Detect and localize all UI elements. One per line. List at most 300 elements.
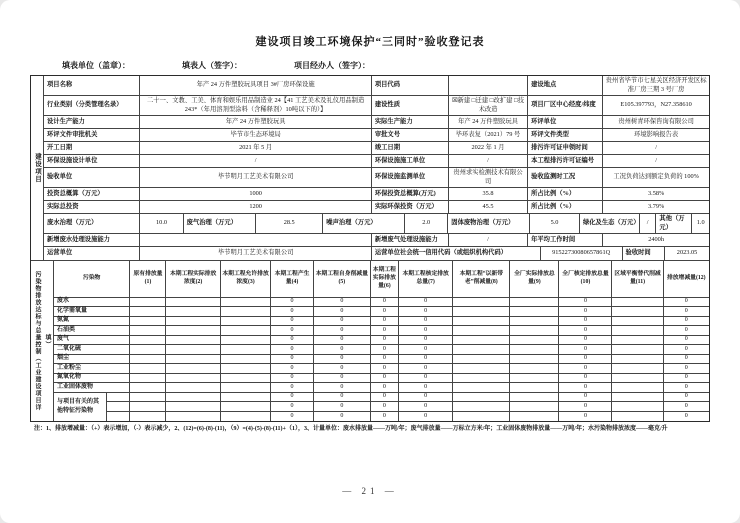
- pollutant-subname: [106, 402, 130, 412]
- form-value: 贵州求实检测技术有限公司: [449, 168, 528, 188]
- row-industry-category: [44, 96, 709, 116]
- pollutant-cell: [220, 307, 270, 317]
- form-label: 实际总投资: [44, 201, 140, 214]
- pollutant-column-header: 本期工程产生量(4): [271, 261, 314, 297]
- pollutant-cell: [510, 335, 559, 345]
- pollutant-cell: [166, 373, 220, 383]
- pollutant-cell: 0: [663, 364, 709, 374]
- form-label: 环保设施监测单位: [372, 168, 449, 188]
- row-acceptance-unit: [44, 168, 709, 188]
- pollutant-cell: 0: [313, 345, 370, 355]
- pollutant-cell: 0: [398, 383, 452, 393]
- form-value: E105.397793，N27.358610: [603, 96, 709, 116]
- form-label: 行业类别（分类管理名录）: [44, 96, 140, 116]
- pollutant-cell: [453, 354, 510, 364]
- pollutant-cell: 0: [559, 411, 612, 421]
- pollutant-row: [54, 364, 709, 374]
- form-label: 竣工日期: [372, 142, 449, 155]
- pollutant-cell: 0: [313, 335, 370, 345]
- pollutant-name: 二氧化硫: [54, 345, 130, 355]
- pollutant-cell: [166, 316, 220, 326]
- pollutant-cell: [220, 402, 270, 412]
- pollutant-row: [54, 307, 709, 317]
- footnote: 注：1、排放增减量：（+）表示增加，（-）表示减少，2、(12)=(6)-(8)-(11)，（9）=(4)-(5)-(8)-(11)+（1），3、计量单位：废水排放量——万吨/年；废气排放量——万标立方米/年；工业固体废物排放量——万吨/年；水污染物排放浓度——毫克/升: [34, 425, 668, 432]
- pollutant-row: [54, 335, 709, 345]
- pollutant-cell: [220, 326, 270, 336]
- pollutant-cell: 0: [663, 402, 709, 412]
- pollutant-cell: 0: [313, 316, 370, 326]
- pollutant-cell: [220, 345, 270, 355]
- pollutant-header-row: [54, 261, 709, 297]
- pollutant-name: 化学需氧量: [54, 307, 130, 317]
- form-label: 项目名称: [44, 76, 140, 96]
- pollutant-cell: [453, 402, 510, 412]
- pollutant-cell: [612, 326, 663, 336]
- form-label: 废水治理（万元）: [44, 214, 140, 234]
- pollutant-cell: [130, 364, 166, 374]
- form-value: /: [449, 234, 528, 247]
- pollutant-cell: 0: [370, 402, 398, 412]
- form-value: 2400h: [603, 234, 709, 247]
- pollutant-column-header: 全厂核定排放总量(10): [559, 261, 612, 297]
- pollutant-cell: [166, 402, 220, 412]
- form-label: 环评文件类型: [528, 129, 603, 142]
- form-label: 建设性质: [372, 96, 449, 116]
- pollutant-cell: 0: [313, 392, 370, 402]
- form-label: 设计生产能力: [44, 116, 140, 129]
- pollutant-cell: [220, 297, 270, 307]
- pollutant-cell: 0: [663, 392, 709, 402]
- form-label: 所占比例（%）: [528, 188, 603, 201]
- pollutant-cell: 0: [559, 345, 612, 355]
- pollutant-cell: [220, 383, 270, 393]
- pollutant-cell: [220, 364, 270, 374]
- pollutant-name: 废气: [54, 335, 130, 345]
- pollutant-cell: [166, 335, 220, 345]
- pollutant-cell: 0: [313, 411, 370, 421]
- form-value: 2023.05: [676, 249, 698, 257]
- pollutant-row: [54, 402, 709, 412]
- form-value: 环境影响报告表: [603, 129, 709, 142]
- pollutant-row: [54, 326, 709, 336]
- form-label: 环评文件审批机关: [44, 129, 140, 142]
- row-operator-unit: [44, 247, 709, 260]
- row-total-investment-budget: [44, 188, 709, 201]
- pollutant-cell: [612, 411, 663, 421]
- pollutant-cell: [510, 316, 559, 326]
- form-value: 毕节明月工艺美术有限公司: [140, 168, 371, 188]
- project-side-label: 建设项目: [31, 76, 44, 260]
- pollutant-cell: [130, 354, 166, 364]
- form-value: [140, 234, 371, 247]
- pollutant-cell: [130, 392, 166, 402]
- pollutant-cell: 0: [271, 335, 314, 345]
- form-label: 本工程排污许可证编号: [528, 155, 603, 168]
- pollutant-cell: 0: [313, 364, 370, 374]
- form-label: 验收监测时工况: [528, 168, 603, 188]
- pollutant-cell: [130, 402, 166, 412]
- pollutant-cell: 0: [313, 383, 370, 393]
- registration-table: [30, 75, 710, 422]
- pollutant-column-header: 本期工程核定排放总量(7): [398, 261, 452, 297]
- pollutant-cell: 0: [271, 316, 314, 326]
- pollutant-cell: [510, 383, 559, 393]
- form-label: 开工日期: [44, 142, 140, 155]
- form-value: /: [603, 155, 709, 168]
- pollutant-cell: [130, 383, 166, 393]
- pollutant-cell: 0: [398, 354, 452, 364]
- row-design-capacity: [44, 116, 709, 129]
- pollutant-cell: 0: [271, 373, 314, 383]
- form-label: 运营单位社会统一信用代码（或组织机构代码）: [372, 247, 541, 260]
- form-value: 1000: [140, 188, 371, 201]
- pollutant-cell: 0: [663, 345, 709, 355]
- pollutant-row: [54, 345, 709, 355]
- form-value: 年产 24 万件塑胶玩具: [140, 116, 371, 129]
- form-value: /: [140, 155, 371, 168]
- pollutant-column-header: 本期工程自身削减量(5): [313, 261, 370, 297]
- pollutant-cell: 0: [559, 297, 612, 307]
- row-eia-approval: [44, 129, 709, 142]
- pollutant-cell: [453, 373, 510, 383]
- pollutant-cell: [166, 326, 220, 336]
- row-actual-investment: [44, 201, 709, 214]
- form-label: 投资总概算（万元）: [44, 188, 140, 201]
- pollutant-column-header: 污染物: [54, 261, 130, 297]
- pollutant-cell: 0: [370, 345, 398, 355]
- form-label: 验收单位: [44, 168, 140, 188]
- pollutant-cell: 0: [370, 392, 398, 402]
- pollutant-cell: 0: [398, 297, 452, 307]
- pollutant-cell: [612, 297, 663, 307]
- pollutant-column-header: 本期工程“以新带老”削减量(8): [453, 261, 510, 297]
- pollutant-cell: 0: [398, 335, 452, 345]
- pollutant-cell: [612, 307, 663, 317]
- form-value: 贵州树青环保咨询有限公司: [603, 116, 709, 129]
- form-label: 建设地点: [528, 76, 603, 96]
- form-label: 环保投资总概算(万元): [372, 188, 449, 201]
- pollutant-cell: 0: [271, 411, 314, 421]
- pollutant-cell: 0: [663, 373, 709, 383]
- pollutant-cell: [166, 354, 220, 364]
- pollutant-side-label: 污染物排放达标与总量控制（工业建设项目详填）: [31, 261, 54, 421]
- pollutant-cell: 0: [398, 411, 452, 421]
- pollutant-cell: 0: [271, 402, 314, 412]
- page-title: 建设项目竣工环境保护“三同时”验收登记表: [255, 36, 485, 48]
- pollutant-cell: [220, 335, 270, 345]
- form-label: 实际生产能力: [372, 116, 449, 129]
- row-project-name: [44, 76, 709, 96]
- form-value: 3.79%: [603, 201, 709, 214]
- pollutant-cell: 0: [370, 373, 398, 383]
- project-rows: [44, 76, 709, 260]
- pollutant-cell: 0: [559, 307, 612, 317]
- pollutant-cell: 0: [370, 335, 398, 345]
- form-value: 1200: [140, 201, 371, 214]
- pollutant-cell: [510, 297, 559, 307]
- pollutant-subname: [106, 411, 130, 421]
- pollutant-cell: [166, 411, 220, 421]
- form-header: [0, 60, 740, 71]
- form-label: 实际环保投资（万元）: [372, 201, 449, 214]
- pollutant-cell: 0: [398, 392, 452, 402]
- form-value: 2.0: [405, 214, 448, 234]
- form-label: 环保设施设计单位: [44, 155, 140, 168]
- pollutant-cell: [453, 383, 510, 393]
- form-label: 项目代码: [372, 76, 449, 96]
- form-value: 35.8: [449, 188, 528, 201]
- pollutant-row: [54, 316, 709, 326]
- pollutant-rows: [54, 261, 709, 421]
- pollutant-cell: [510, 373, 559, 383]
- form-value: 年产 24 万件塑胶玩具项目 3#厂房环保设施: [140, 76, 371, 96]
- pollutant-table-body: [54, 297, 709, 421]
- form-value: 毕节明月工艺美术有限公司: [140, 247, 371, 260]
- pollutant-cell: [453, 297, 510, 307]
- form-label: 新增废气处理设施能力: [372, 234, 449, 247]
- pollutant-cell: [220, 373, 270, 383]
- pollutant-row: [54, 392, 709, 402]
- pollutant-name: 工业固体废物: [54, 383, 130, 393]
- pollutant-cell: 0: [313, 354, 370, 364]
- form-value: /: [449, 155, 528, 168]
- form-value: 工况负荷达到额定负荷的 100%: [603, 168, 709, 188]
- pollutant-cell: 0: [271, 364, 314, 374]
- form-label: 环评单位: [528, 116, 603, 129]
- pollutant-name: 氮氧化物: [54, 373, 130, 383]
- pollutant-cell: 0: [313, 307, 370, 317]
- pollutant-cell: [166, 364, 220, 374]
- form-label: 排污许可证申领时间: [528, 142, 603, 155]
- row-start-date: [44, 142, 709, 155]
- pollutant-cell: [453, 335, 510, 345]
- form-value: 贵州省毕节市七星关区经济开发区标准厂房三期 3 号厂房: [603, 76, 709, 96]
- pollutant-column-header: 排放增减量(12): [663, 261, 709, 297]
- pollutant-cell: [612, 392, 663, 402]
- pollutant-cell: 0: [663, 307, 709, 317]
- pollutant-cell: [130, 411, 166, 421]
- pollutant-name: 工业粉尘: [54, 364, 130, 374]
- pollutant-cell: 0: [398, 345, 452, 355]
- pollutant-cell: 0: [370, 297, 398, 307]
- form-value: 毕环表复（2021）79 号: [449, 129, 528, 142]
- pollutant-section: [31, 260, 709, 421]
- form-value: 2021 年 5 月: [140, 142, 371, 155]
- pollutant-cell: [612, 345, 663, 355]
- pollutant-cell: 0: [271, 297, 314, 307]
- pollutant-cell: [510, 326, 559, 336]
- pollutant-column-header: 原有排放量(1): [130, 261, 166, 297]
- pollutant-cell: [453, 307, 510, 317]
- fill-person-label: 填表人（签字）：: [182, 61, 242, 70]
- pollutant-cell: 0: [271, 392, 314, 402]
- pollutant-cell: [453, 345, 510, 355]
- form-value: 毕节市生态环境局: [140, 129, 371, 142]
- form-label: 其他（万元）: [656, 214, 692, 234]
- pollutant-cell: 0: [370, 307, 398, 317]
- pollutant-cell: 0: [370, 354, 398, 364]
- pollutant-cell: [130, 345, 166, 355]
- pollutant-cell: 0: [313, 297, 370, 307]
- form-label: 新增废水处理设施能力: [44, 234, 140, 247]
- pollutant-cell: [166, 345, 220, 355]
- form-label: 绿化及生态（万元）: [580, 214, 640, 234]
- pollutant-name: 氨氮: [54, 316, 130, 326]
- pollutant-cell: [453, 326, 510, 336]
- pollutant-row: [54, 383, 709, 393]
- pollutant-cell: 0: [559, 335, 612, 345]
- form-value: 28.5: [256, 214, 323, 234]
- pollutant-column-header: 本期工程实际排放量(6): [370, 261, 398, 297]
- pollutant-cell: [453, 364, 510, 374]
- pollutant-cell: 0: [271, 307, 314, 317]
- project-handler-label: 项目经办人（签字）：: [294, 61, 370, 70]
- pollutant-row: [54, 411, 709, 421]
- pollutant-cell: 0: [271, 326, 314, 336]
- form-value: 1.0: [692, 214, 709, 234]
- pollutant-cell: 0: [398, 316, 452, 326]
- form-value: 5.0: [530, 214, 580, 234]
- pollutant-cell: [220, 411, 270, 421]
- pollutant-cell: [453, 411, 510, 421]
- form-label: 年平均工作时间: [528, 234, 603, 247]
- pollutant-table: [54, 261, 709, 421]
- form-value: 2022 年 1 月: [449, 142, 528, 155]
- form-label: 审批文号: [372, 129, 449, 142]
- pollutant-cell: [510, 307, 559, 317]
- pollutant-column-header: 区域平衡替代削减量(11): [612, 261, 663, 297]
- pollutant-cell: [612, 383, 663, 393]
- pollutant-cell: 0: [559, 316, 612, 326]
- pollutant-cell: [453, 392, 510, 402]
- pollutant-cell: [510, 364, 559, 374]
- pollutant-cell: [130, 373, 166, 383]
- credit-code-value: 91522730080657861Q: [541, 247, 623, 260]
- form-value: [449, 76, 528, 96]
- form-value: 二十一、文教、工美、体育和娱乐用品制造业 24【41 工艺美术及礼仪用品制造 243*（年用溶剂型涂料（含稀释剂）10吨以下的）】: [140, 96, 371, 116]
- row-design-unit: [44, 155, 709, 168]
- pollutant-cell: 0: [271, 354, 314, 364]
- form-label: 环保设施施工单位: [372, 155, 449, 168]
- form-label: 噪声治理（万元）: [323, 214, 405, 234]
- pollutant-cell: 0: [313, 373, 370, 383]
- row-new-treatment-capacity: [44, 234, 709, 247]
- form-label: 项目厂区中心经度/纬度: [528, 96, 603, 116]
- pollutant-cell: [166, 297, 220, 307]
- form-value: 年产 24 万件塑胶玩具: [449, 116, 528, 129]
- pollutant-column-header: 本期工程允许排放浓度(3): [220, 261, 270, 297]
- pollutant-cell: 0: [370, 411, 398, 421]
- pollutant-cell: 0: [271, 383, 314, 393]
- pollutant-name: 石油类: [54, 326, 130, 336]
- pollutant-column-header: 本期工程实际排放浓度(2): [166, 261, 220, 297]
- pollutant-cell: 0: [370, 326, 398, 336]
- pollutant-subname: [106, 392, 130, 402]
- pollutant-cell: 0: [663, 326, 709, 336]
- pollutant-table-head: [54, 261, 709, 297]
- pollutant-cell: 0: [398, 307, 452, 317]
- pollutant-cell: [220, 316, 270, 326]
- fill-unit-label: 填表单位（盖章）：: [62, 61, 130, 70]
- pollutant-cell: 0: [398, 373, 452, 383]
- form-value: 3.58%: [603, 188, 709, 201]
- pollutant-cell: 0: [398, 402, 452, 412]
- pollutant-cell: 0: [663, 354, 709, 364]
- pollutant-cell: 0: [559, 373, 612, 383]
- pollutant-cell: [612, 335, 663, 345]
- pollutant-cell: [453, 316, 510, 326]
- pollutant-cell: 0: [370, 364, 398, 374]
- pollutant-cell: 0: [663, 316, 709, 326]
- pollutant-cell: [510, 354, 559, 364]
- form-label: 验收时间: [623, 247, 666, 260]
- pollutant-cell: [510, 345, 559, 355]
- pollutant-cell: 0: [398, 364, 452, 374]
- pollutant-cell: 0: [663, 383, 709, 393]
- pollutant-row: [54, 354, 709, 364]
- pollutant-cell: 0: [559, 402, 612, 412]
- pollutant-cell: 0: [313, 402, 370, 412]
- pollutant-cell: [612, 402, 663, 412]
- construction-nature-checkboxes: ☒新建 □迁建 □改扩建 □技术改造: [449, 96, 528, 116]
- form-value: 45.5: [449, 201, 528, 214]
- pollutant-cell: 0: [663, 297, 709, 307]
- form-label: 废气治理（万元）: [184, 214, 256, 234]
- pollutant-cell: 0: [398, 326, 452, 336]
- pollutant-cell: [612, 354, 663, 364]
- pollutant-cell: 0: [271, 345, 314, 355]
- pollutant-cell: [612, 373, 663, 383]
- pollutant-cell: [130, 307, 166, 317]
- pollutant-cell: 0: [370, 316, 398, 326]
- pollutant-cell: [510, 402, 559, 412]
- form-label: 所占比例（%）: [528, 201, 603, 214]
- pollutant-row: [54, 373, 709, 383]
- pollutant-cell: 0: [559, 392, 612, 402]
- pollutant-cell: 0: [559, 383, 612, 393]
- pollutant-cell: 0: [370, 383, 398, 393]
- pollutant-cell: [220, 354, 270, 364]
- pollutant-cell: 0: [663, 411, 709, 421]
- pollutant-cell: 0: [313, 326, 370, 336]
- pollutant-cell: [166, 383, 220, 393]
- pollutant-cell: [612, 364, 663, 374]
- pollutant-cell: 0: [663, 335, 709, 345]
- form-value: /: [640, 214, 657, 234]
- pollutant-cell: 0: [559, 354, 612, 364]
- pollutant-cell: [130, 326, 166, 336]
- pollutant-cell: [510, 411, 559, 421]
- pollutant-cell: [166, 392, 220, 402]
- pollutant-cell: [220, 392, 270, 402]
- pollutant-column-header: 全厂实际排放总量(9): [510, 261, 559, 297]
- row-treatment-fees: [44, 214, 709, 234]
- pollutant-cell: 0: [559, 364, 612, 374]
- pollutant-cell: [130, 297, 166, 307]
- page-number: — 21 —: [342, 486, 398, 496]
- form-label: 固体废物治理（万元）: [448, 214, 530, 234]
- pollutant-cell: [130, 316, 166, 326]
- other-pollutants-group-label: 与项目有关的其他特征污染物: [54, 392, 106, 421]
- pollutant-cell: 0: [559, 326, 612, 336]
- form-value: /: [603, 142, 709, 155]
- pollutant-cell: [612, 316, 663, 326]
- pollutant-name: 烟尘: [54, 354, 130, 364]
- pollutant-cell: [130, 335, 166, 345]
- pollutant-cell: [510, 392, 559, 402]
- pollutant-row: [54, 297, 709, 307]
- pollutant-name: 废水: [54, 297, 130, 307]
